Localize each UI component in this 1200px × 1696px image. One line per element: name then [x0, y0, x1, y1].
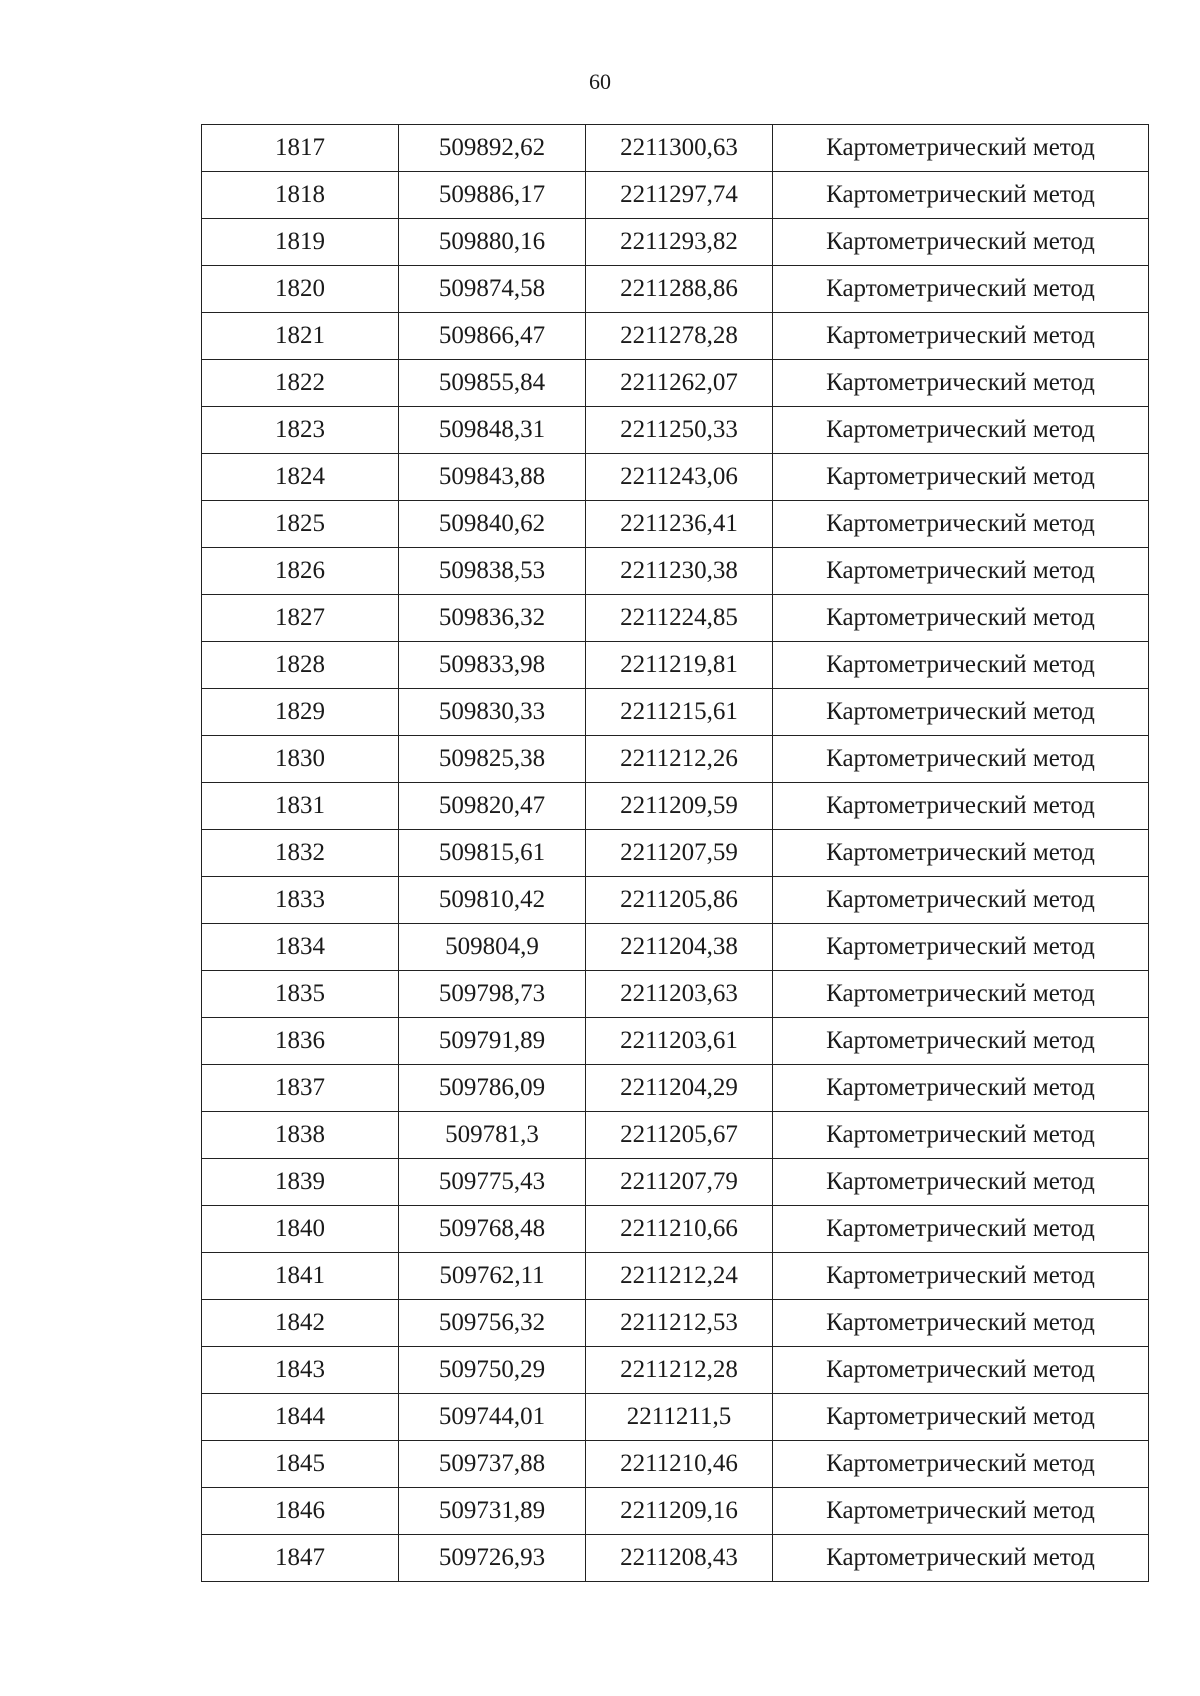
method-cell: Картометрический метод — [773, 1253, 1149, 1300]
table-row — [202, 1018, 1149, 1065]
point-number-cell: 1818 — [202, 172, 399, 219]
x-coordinate-cell: 509855,84 — [399, 360, 586, 407]
table-row — [202, 266, 1149, 313]
method-cell: Картометрический метод — [773, 642, 1149, 689]
method-cell: Картометрический метод — [773, 1441, 1149, 1488]
y-coordinate-cell: 2211209,16 — [586, 1488, 773, 1535]
page-number: 60 — [589, 69, 611, 94]
y-coordinate-cell: 2211203,61 — [586, 1018, 773, 1065]
method-cell: Картометрический метод — [773, 736, 1149, 783]
table-row — [202, 1206, 1149, 1253]
x-coordinate-cell: 509874,58 — [399, 266, 586, 313]
table-row — [202, 1300, 1149, 1347]
point-number-cell: 1817 — [202, 125, 399, 172]
point-number-cell: 1844 — [202, 1394, 399, 1441]
y-coordinate-cell: 2211208,43 — [586, 1535, 773, 1582]
method-cell: Картометрический метод — [773, 783, 1149, 830]
table-row — [202, 1159, 1149, 1206]
point-number-cell: 1847 — [202, 1535, 399, 1582]
table-row — [202, 548, 1149, 595]
point-number-cell: 1825 — [202, 501, 399, 548]
point-number-cell: 1835 — [202, 971, 399, 1018]
y-coordinate-cell: 2211300,63 — [586, 125, 773, 172]
y-coordinate-cell: 2211212,53 — [586, 1300, 773, 1347]
table-row — [202, 595, 1149, 642]
x-coordinate-cell: 509820,47 — [399, 783, 586, 830]
method-cell: Картометрический метод — [773, 1300, 1149, 1347]
table-row — [202, 501, 1149, 548]
method-cell: Картометрический метод — [773, 1112, 1149, 1159]
point-number-cell: 1829 — [202, 689, 399, 736]
x-coordinate-cell: 509731,89 — [399, 1488, 586, 1535]
table-row — [202, 1441, 1149, 1488]
method-cell: Картометрический метод — [773, 1347, 1149, 1394]
x-coordinate-cell: 509804,9 — [399, 924, 586, 971]
x-coordinate-cell: 509786,09 — [399, 1065, 586, 1112]
point-number-cell: 1841 — [202, 1253, 399, 1300]
x-coordinate-cell: 509750,29 — [399, 1347, 586, 1394]
table-row — [202, 1253, 1149, 1300]
table-row — [202, 736, 1149, 783]
x-coordinate-cell: 509815,61 — [399, 830, 586, 877]
method-cell: Картометрический метод — [773, 172, 1149, 219]
point-number-cell: 1830 — [202, 736, 399, 783]
x-coordinate-cell: 509892,62 — [399, 125, 586, 172]
point-number-cell: 1846 — [202, 1488, 399, 1535]
x-coordinate-cell: 509825,38 — [399, 736, 586, 783]
y-coordinate-cell: 2211250,33 — [586, 407, 773, 454]
y-coordinate-cell: 2211211,5 — [586, 1394, 773, 1441]
method-cell: Картометрический метод — [773, 407, 1149, 454]
method-cell: Картометрический метод — [773, 924, 1149, 971]
method-cell: Картометрический метод — [773, 454, 1149, 501]
method-cell: Картометрический метод — [773, 1206, 1149, 1253]
x-coordinate-cell: 509744,01 — [399, 1394, 586, 1441]
table-row — [202, 313, 1149, 360]
table-row — [202, 1112, 1149, 1159]
table-row — [202, 783, 1149, 830]
y-coordinate-cell: 2211212,26 — [586, 736, 773, 783]
x-coordinate-cell: 509791,89 — [399, 1018, 586, 1065]
point-number-cell: 1837 — [202, 1065, 399, 1112]
point-number-cell: 1833 — [202, 877, 399, 924]
y-coordinate-cell: 2211219,81 — [586, 642, 773, 689]
x-coordinate-cell: 509838,53 — [399, 548, 586, 595]
y-coordinate-cell: 2211288,86 — [586, 266, 773, 313]
y-coordinate-cell: 2211204,38 — [586, 924, 773, 971]
x-coordinate-cell: 509830,33 — [399, 689, 586, 736]
table-row — [202, 1347, 1149, 1394]
table-row — [202, 971, 1149, 1018]
point-number-cell: 1819 — [202, 219, 399, 266]
x-coordinate-cell: 509848,31 — [399, 407, 586, 454]
point-number-cell: 1822 — [202, 360, 399, 407]
point-number-cell: 1821 — [202, 313, 399, 360]
y-coordinate-cell: 2211293,82 — [586, 219, 773, 266]
method-cell: Картометрический метод — [773, 877, 1149, 924]
method-cell: Картометрический метод — [773, 125, 1149, 172]
x-coordinate-cell: 509768,48 — [399, 1206, 586, 1253]
method-cell: Картометрический метод — [773, 219, 1149, 266]
coordinates-table — [201, 124, 1149, 1582]
y-coordinate-cell: 2211236,41 — [586, 501, 773, 548]
table-row — [202, 877, 1149, 924]
y-coordinate-cell: 2211212,28 — [586, 1347, 773, 1394]
y-coordinate-cell: 2211204,29 — [586, 1065, 773, 1112]
y-coordinate-cell: 2211205,86 — [586, 877, 773, 924]
table-row — [202, 1488, 1149, 1535]
y-coordinate-cell: 2211297,74 — [586, 172, 773, 219]
y-coordinate-cell: 2211205,67 — [586, 1112, 773, 1159]
y-coordinate-cell: 2211207,79 — [586, 1159, 773, 1206]
x-coordinate-cell: 509781,3 — [399, 1112, 586, 1159]
y-coordinate-cell: 2211210,66 — [586, 1206, 773, 1253]
method-cell: Картометрический метод — [773, 1488, 1149, 1535]
table-row — [202, 407, 1149, 454]
table-body — [202, 125, 1149, 1582]
table-row — [202, 219, 1149, 266]
method-cell: Картометрический метод — [773, 313, 1149, 360]
point-number-cell: 1824 — [202, 454, 399, 501]
method-cell: Картометрический метод — [773, 266, 1149, 313]
point-number-cell: 1845 — [202, 1441, 399, 1488]
y-coordinate-cell: 2211278,28 — [586, 313, 773, 360]
x-coordinate-cell: 509886,17 — [399, 172, 586, 219]
point-number-cell: 1831 — [202, 783, 399, 830]
x-coordinate-cell: 509880,16 — [399, 219, 586, 266]
y-coordinate-cell: 2211203,63 — [586, 971, 773, 1018]
x-coordinate-cell: 509833,98 — [399, 642, 586, 689]
method-cell: Картометрический метод — [773, 1535, 1149, 1582]
x-coordinate-cell: 509810,42 — [399, 877, 586, 924]
y-coordinate-cell: 2211215,61 — [586, 689, 773, 736]
table-row — [202, 1535, 1149, 1582]
method-cell: Картометрический метод — [773, 1394, 1149, 1441]
y-coordinate-cell: 2211207,59 — [586, 830, 773, 877]
point-number-cell: 1827 — [202, 595, 399, 642]
table-row — [202, 830, 1149, 877]
x-coordinate-cell: 509726,93 — [399, 1535, 586, 1582]
point-number-cell: 1836 — [202, 1018, 399, 1065]
y-coordinate-cell: 2211212,24 — [586, 1253, 773, 1300]
method-cell: Картометрический метод — [773, 830, 1149, 877]
point-number-cell: 1834 — [202, 924, 399, 971]
point-number-cell: 1826 — [202, 548, 399, 595]
method-cell: Картометрический метод — [773, 501, 1149, 548]
method-cell: Картометрический метод — [773, 1159, 1149, 1206]
x-coordinate-cell: 509762,11 — [399, 1253, 586, 1300]
point-number-cell: 1823 — [202, 407, 399, 454]
x-coordinate-cell: 509798,73 — [399, 971, 586, 1018]
x-coordinate-cell: 509756,32 — [399, 1300, 586, 1347]
x-coordinate-cell: 509843,88 — [399, 454, 586, 501]
y-coordinate-cell: 2211210,46 — [586, 1441, 773, 1488]
x-coordinate-cell: 509775,43 — [399, 1159, 586, 1206]
table-row — [202, 1394, 1149, 1441]
table-row — [202, 454, 1149, 501]
point-number-cell: 1820 — [202, 266, 399, 313]
method-cell: Картометрический метод — [773, 971, 1149, 1018]
x-coordinate-cell: 509836,32 — [399, 595, 586, 642]
y-coordinate-cell: 2211262,07 — [586, 360, 773, 407]
table-row — [202, 924, 1149, 971]
point-number-cell: 1840 — [202, 1206, 399, 1253]
y-coordinate-cell: 2211224,85 — [586, 595, 773, 642]
x-coordinate-cell: 509840,62 — [399, 501, 586, 548]
table-row — [202, 689, 1149, 736]
point-number-cell: 1839 — [202, 1159, 399, 1206]
table-row — [202, 360, 1149, 407]
table-row — [202, 642, 1149, 689]
point-number-cell: 1842 — [202, 1300, 399, 1347]
method-cell: Картометрический метод — [773, 548, 1149, 595]
method-cell: Картометрический метод — [773, 360, 1149, 407]
method-cell: Картометрический метод — [773, 595, 1149, 642]
table-row — [202, 125, 1149, 172]
point-number-cell: 1843 — [202, 1347, 399, 1394]
y-coordinate-cell: 2211243,06 — [586, 454, 773, 501]
method-cell: Картометрический метод — [773, 1018, 1149, 1065]
x-coordinate-cell: 509737,88 — [399, 1441, 586, 1488]
table-row — [202, 172, 1149, 219]
point-number-cell: 1832 — [202, 830, 399, 877]
x-coordinate-cell: 509866,47 — [399, 313, 586, 360]
table-row — [202, 1065, 1149, 1112]
method-cell: Картометрический метод — [773, 689, 1149, 736]
y-coordinate-cell: 2211230,38 — [586, 548, 773, 595]
method-cell: Картометрический метод — [773, 1065, 1149, 1112]
y-coordinate-cell: 2211209,59 — [586, 783, 773, 830]
point-number-cell: 1838 — [202, 1112, 399, 1159]
point-number-cell: 1828 — [202, 642, 399, 689]
